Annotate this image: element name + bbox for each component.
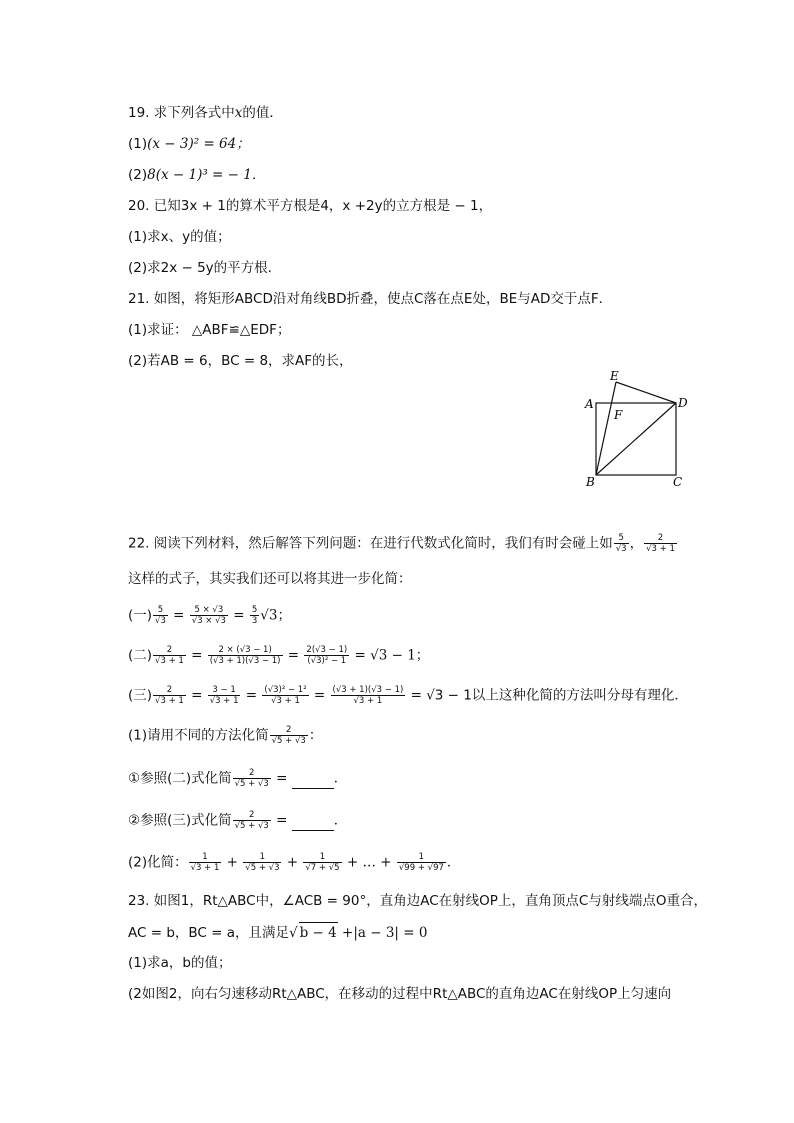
q22-part1: (1)请用不同的方法化简 $\frac{2}{√5 + √3}$ ： [128,725,323,746]
answer-blank-2[interactable] [292,816,334,831]
label-a: A [585,397,594,411]
q19-part2-num: (2) [128,167,148,183]
q19-title-end: 的值． [242,105,283,121]
q23-line2: AC = b，BC = a，且满足√ b − 4 +|a − 3| = 0 [128,922,427,943]
q19-part1-eq: (x − 3)² = 64； [147,136,250,152]
q22-intro-text: 22. 阅读下列材料，然后解答下列问题：在进行代数式化简时，我们有时会碰上如 [128,535,613,552]
label-d: D [678,396,688,410]
q19-var: x [234,105,243,121]
q22-method1: (一) $\frac{5}{√3}$ = $\frac{5 \times √3}{√3 \times √3}$ = $\frac{5}{3}$ √3； [128,605,291,626]
q20-text-a: 20. 已知3x + 1的算术平方根是4， [128,198,343,214]
q19-title [128,103,283,123]
label-e: E [610,370,619,383]
q22-intro-frac2: $\frac{2}{√3 + 1}$ [646,533,675,554]
rectangle-fold-figure [580,370,700,490]
label-c: C [673,475,683,489]
q19-part2 [128,165,265,185]
label-f: F [614,408,623,422]
q22-intro: 22. 阅读下列材料，然后解答下列问题：在进行代数式化简时，我们有时会碰上如 $\frac{5}{√3}$ ， $\frac{2}{√3 + 1}$ [128,533,675,554]
segment-be [596,382,616,475]
q22-intro-frac1: $\frac{5}{√3}$ [615,533,627,554]
q23-part1: (1)求a，b的值； [128,955,232,971]
q20-part2: (2)求2x − 5y的平方根． [128,260,282,276]
q20-title [128,196,492,216]
q21-part2: (2)若AB = 6，BC = 8，求AF的长， [128,353,353,369]
q23-line1: 23. 如图1，Rt△ABC中，∠ACB = 90°，直角边AC在射线OP上，直角顶点C与射线端点O重合， [128,893,707,909]
q19-part2-eq: 8(x − 1)³ = − 1． [147,167,266,183]
answer-blank-1[interactable] [292,774,334,789]
q21-title: 21. 如图，将矩形ABCD沿对角线BD折叠，使点C落在点E处，BE与AD交于点F． [128,291,613,307]
q20-text-b: x +2y的立方根是 − 1， [342,198,493,214]
segment-ed [616,382,676,403]
q20-part1: (1)求x、y的值； [128,229,231,245]
q21-part1: (1)求证： △ABF≌△EDF； [128,322,291,338]
q22-intro2: 这样的式子，其实我们还可以将其进一步化简： [128,571,412,587]
q19-part1 [128,134,250,154]
diagonal-bd [596,403,676,475]
q22-sub1: ①参照(二)式化简 $\frac{2}{√5 + √3}$ = ． [128,768,348,789]
q22-part2: (2)化简： $\frac{1}{√3 + 1}$ + $\frac{1}{√5 + √3}$ + $\frac{1}{√7 + √5}$ + … + $\frac{1}{√99 + √97}$ ． [128,852,461,873]
q19-part1-num: (1) [128,136,148,152]
q23-part2: (2如图2，向右匀速移动Rt△ABC，在移动的过程中Rt△ABC的直角边AC在射线OP上匀速向 [128,986,672,1002]
q19-title-text: 19. 求下列各式中 [128,105,235,121]
q22-method2: (二) $\frac{2}{√3 + 1}$ = $\frac{2 \times (√3 - 1)}{(√3 + 1)(√3 - 1)}$ = $\frac{2(√3 - 1)}{\text{(√3)² − 1}}$ = √3 − 1； [128,645,430,666]
label-b: B [586,475,595,489]
q22-sub2: ②参照(三)式化简 $\frac{2}{√5 + √3}$ = ． [128,810,348,831]
q22-method3: (三) $\frac{2}{√3 + 1}$ = $\frac{3 - 1}{√3 + 1}$ = $\frac{\text{(√3)² − 1²}}{√3 + 1}$ = $\frac{(√3 + 1)(√3 - 1)}{√3 + 1}$ = √3 − 1以上这种化简的方法叫分母有理化． [128,685,688,706]
